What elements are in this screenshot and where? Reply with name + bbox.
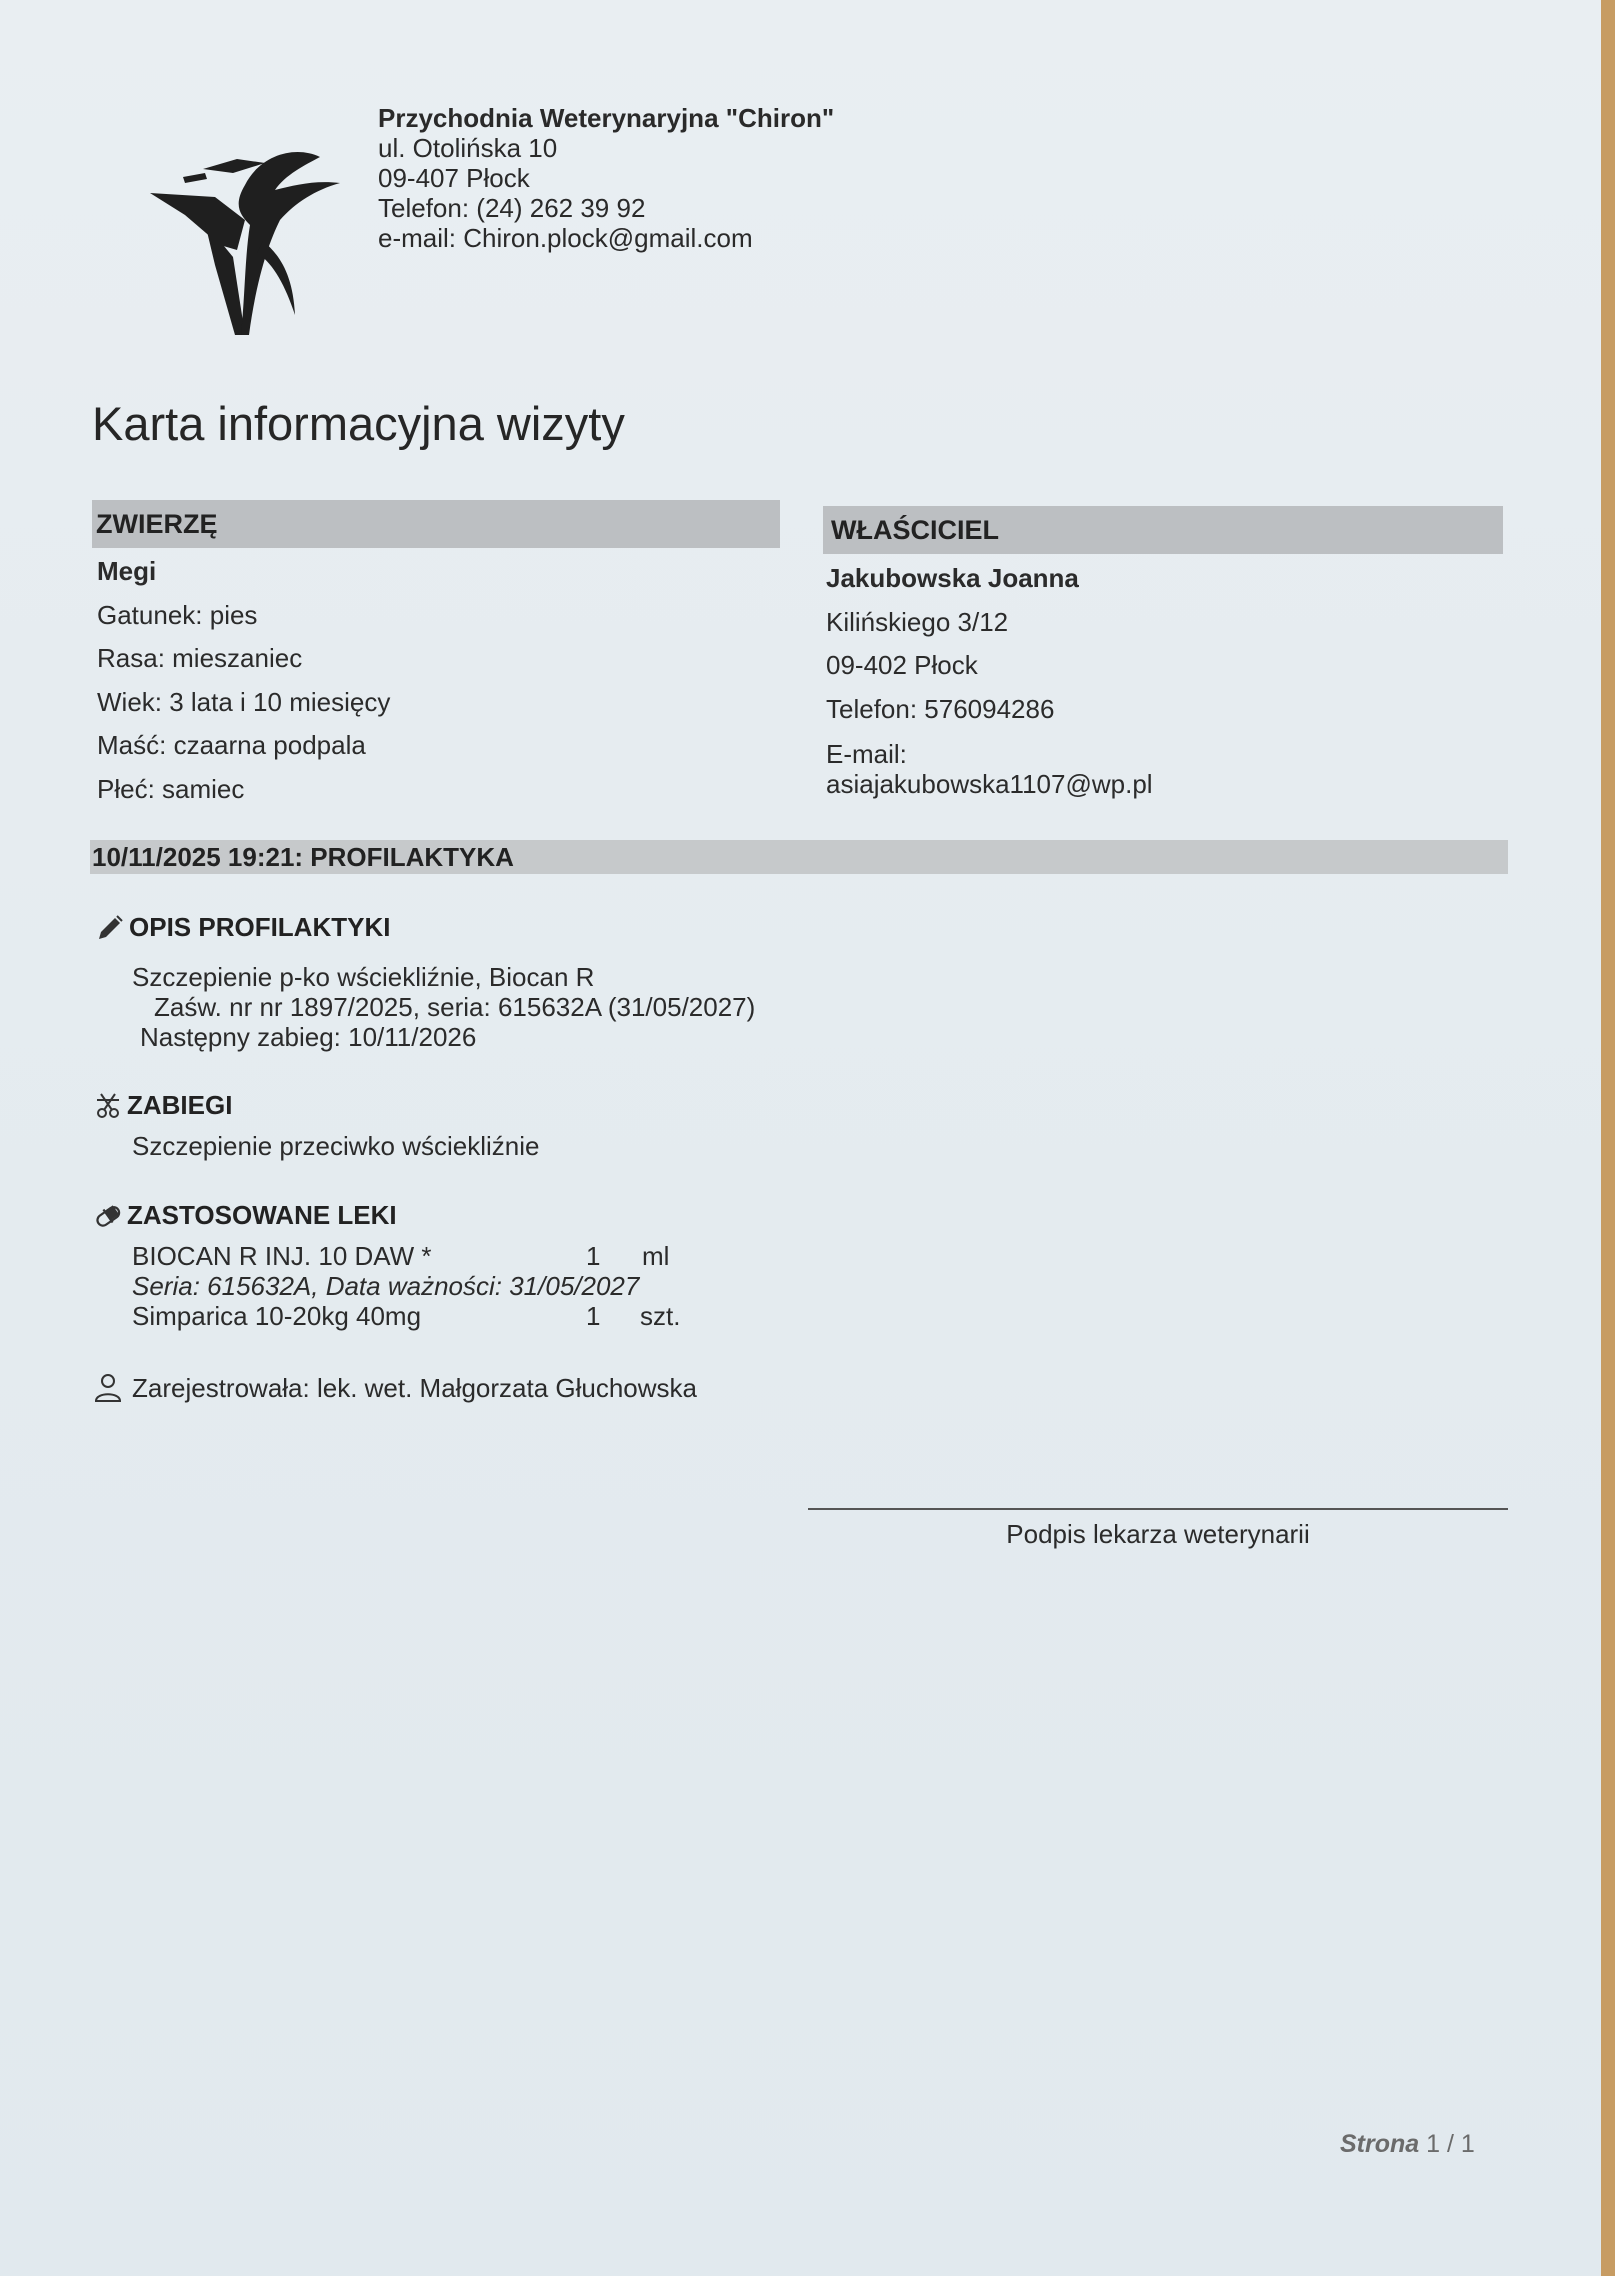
- visit-header: 10/11/2025 19:21: PROFILAKTYKA: [90, 840, 1508, 874]
- animal-details: [97, 550, 390, 811]
- owner-phone: Telefon: 576094286: [826, 693, 1055, 724]
- signature-label: Podpis lekarza weterynarii: [1006, 1519, 1310, 1549]
- animal-breed: Rasa: mieszaniec: [97, 643, 303, 673]
- owner-email-label: E-mail:: [826, 739, 907, 769]
- owner-city: 09-402 Płock: [826, 650, 978, 680]
- background-table-edge: [1601, 0, 1615, 2276]
- prophylaxis-description: [132, 962, 755, 1052]
- prophylaxis-heading: [95, 912, 390, 943]
- procedure-item: Szczepienie przeciwko wściekliźnie: [132, 1131, 540, 1161]
- medicine-qty: 1: [586, 1241, 601, 1271]
- animal-section-header: ZWIERZĘ: [92, 500, 780, 548]
- clinic-phone: Telefon: (24) 262 39 92: [378, 193, 646, 223]
- owner-details: [826, 557, 1153, 799]
- medicine-qty: 1: [586, 1301, 601, 1331]
- registrar-text: Zarejestrowała: lek. wet. Małgorzata Głuchowska: [132, 1372, 698, 1403]
- animal-age: Wiek: 3 lata i 10 miesięcy: [97, 686, 391, 717]
- medicine-name: Simparica 10-20kg 40mg: [132, 1301, 422, 1331]
- procedures-title: ZABIEGI: [127, 1090, 233, 1120]
- user-icon: [92, 1372, 124, 1404]
- medicines-title: ZASTOSOWANE LEKI: [127, 1200, 397, 1230]
- clinic-city: 09-407 Płock: [378, 163, 530, 193]
- prophylaxis-line: Szczepienie p-ko wściekliźnie, Biocan R: [132, 962, 595, 992]
- medicine-row: [132, 1241, 732, 1271]
- animal-color: Maść: czaarna podpala: [97, 730, 366, 760]
- procedures-heading: [93, 1090, 232, 1121]
- page-total: / 1: [1447, 2130, 1475, 2158]
- document-title: Karta informacyjna wizyty: [92, 397, 625, 450]
- signature-line: [808, 1508, 1508, 1510]
- page-number: [1340, 2130, 1475, 2159]
- medicines-list: [132, 1241, 732, 1331]
- registrar: [92, 1372, 697, 1404]
- clinic-logo: [145, 145, 360, 345]
- medicine-name: BIOCAN R INJ. 10 DAW *: [132, 1241, 432, 1271]
- owner-section-header: WŁAŚCICIEL: [823, 506, 1503, 554]
- scissors-icon: [93, 1091, 123, 1121]
- prophylaxis-line: Następny zabieg: 10/11/2026: [140, 1022, 477, 1052]
- owner-street: Kilińskiego 3/12: [826, 606, 1009, 637]
- animal-sex: Płeć: samiec: [97, 773, 245, 804]
- medicine-batch-note: Seria: 615632A, Data ważności: 31/05/2027: [132, 1271, 640, 1301]
- page-current: 1: [1426, 2130, 1441, 2158]
- clinic-email: e-mail: Chiron.plock@gmail.com: [378, 223, 753, 253]
- clinic-street: ul. Otolińska 10: [378, 133, 558, 163]
- prophylaxis-title: OPIS PROFILAKTYKI: [129, 912, 391, 942]
- pill-icon: [93, 1201, 123, 1231]
- page-label: Strona: [1340, 2130, 1420, 2158]
- prophylaxis-line: Zaśw. nr nr 1897/2025, seria: 615632A (31/05/2027): [154, 992, 756, 1022]
- owner-name: Jakubowska Joanna: [826, 563, 1079, 593]
- medicine-note: [132, 1271, 732, 1301]
- animal-species: Gatunek: pies: [97, 599, 258, 630]
- clinic-name: Przychodnia Weterynaryjna "Chiron": [378, 103, 835, 133]
- medicine-unit: szt.: [640, 1301, 681, 1331]
- pencil-icon: [95, 913, 125, 943]
- procedures-list: [132, 1131, 540, 1161]
- medicine-row: [132, 1301, 732, 1331]
- medicines-heading: [93, 1200, 397, 1231]
- medicine-unit: ml: [642, 1241, 670, 1271]
- clinic-info: [378, 103, 834, 253]
- owner-email: asiajakubowska1107@wp.pl: [826, 769, 1153, 799]
- animal-name: Megi: [97, 556, 157, 586]
